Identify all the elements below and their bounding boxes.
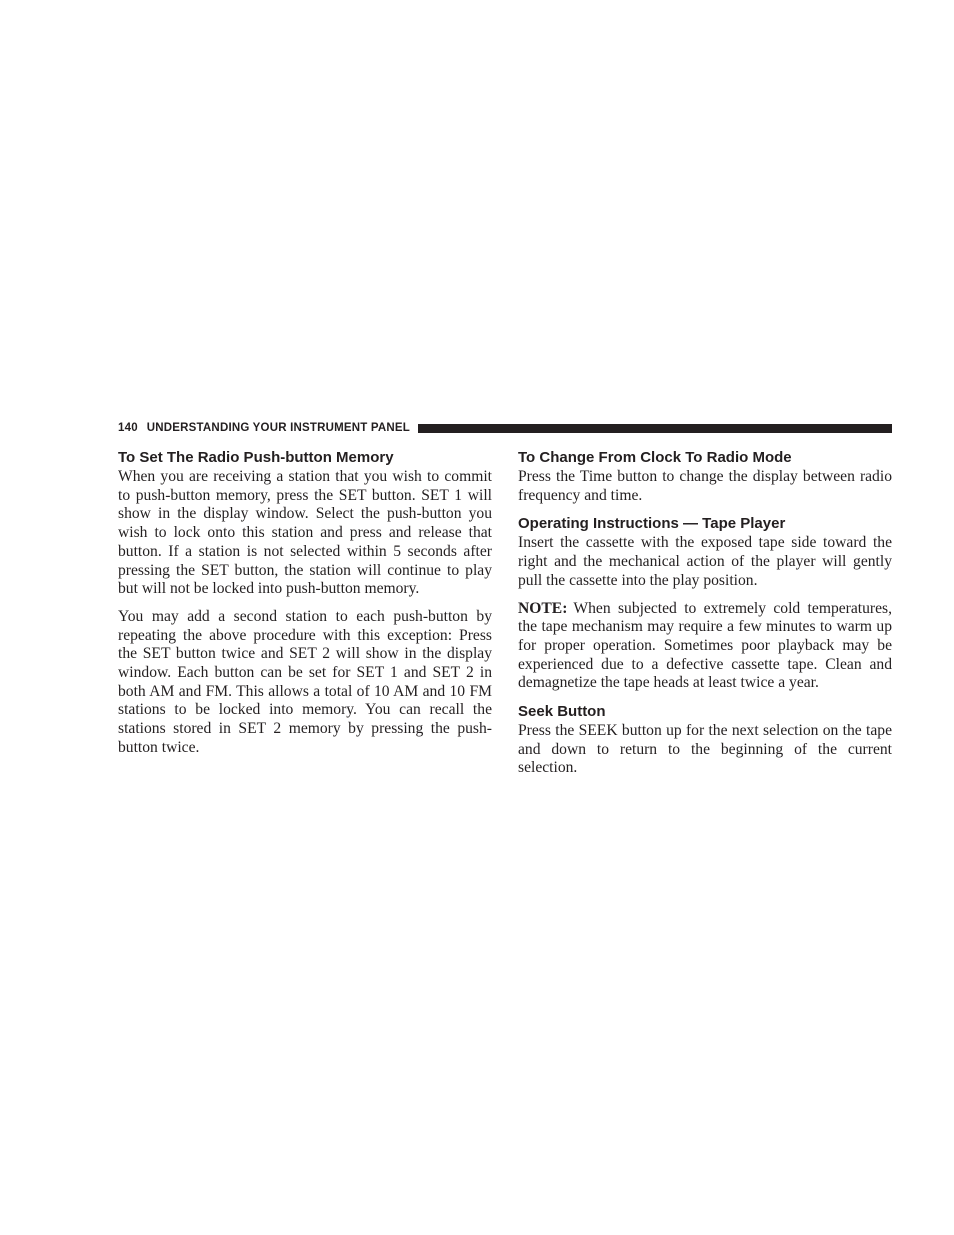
header-rule [418,424,892,433]
paragraph-tape-player: Insert the cassette with the exposed tape side toward the right and the mechanical action of the player will gently pull the cassette into the play position. [518,534,892,589]
paragraph-clock-to-radio: Press the Time button to change the display between radio frequency and time. [518,468,892,504]
page-header [118,419,892,437]
heading-tape-player: Operating Instructions — Tape Player [518,515,786,533]
right-column [518,448,892,778]
paragraph-seek-button: Press the SEEK button up for the next selection on the tape and down to return to the beginning of the current selection. [518,722,892,777]
paragraph-push-button-memory-1: When you are receiving a station that you wish to commit to push-button memory, press the SET button. SET 1 will show in the display window. Select the push-button you wish to lock onto this station and press and release that button. If a station is not selected within 5 seconds after pressing the SET button, the station will continue to play but will not be locked into push-button memory. [118,468,492,598]
page-number: 140 [118,422,138,434]
heading-clock-to-radio: To Change From Clock To Radio Mode [518,449,792,466]
note-text: When subjected to extremely cold temperatures, the tape mechanism may require a few minutes to warm up for proper operation. Sometimes poor playback may be experienced due to a defective cassette tape. Clean and demagnetize the tape heads at least twice a year. [518,599,892,692]
left-column [118,448,492,758]
heading-seek-button: Seek Button [518,703,606,721]
note-tape-player [518,600,892,694]
heading-push-button-memory: To Set The Radio Push-button Memory [118,449,394,466]
note-label: NOTE: [518,599,568,617]
paragraph-push-button-memory-2: You may add a second station to each push-button by repeating the above procedure with this exception: Press the SET button twice and SET 2 will show in the display window. Each button can be set for SET 1 and SET 2 in both AM and FM. This allows a total of 10 AM and 10 FM stations to be locked into memory. You can recall the stations stored in SET 2 memory by pressing the push-button twice. [118,607,492,756]
section-title: UNDERSTANDING YOUR INSTRUMENT PANEL [146,422,410,434]
